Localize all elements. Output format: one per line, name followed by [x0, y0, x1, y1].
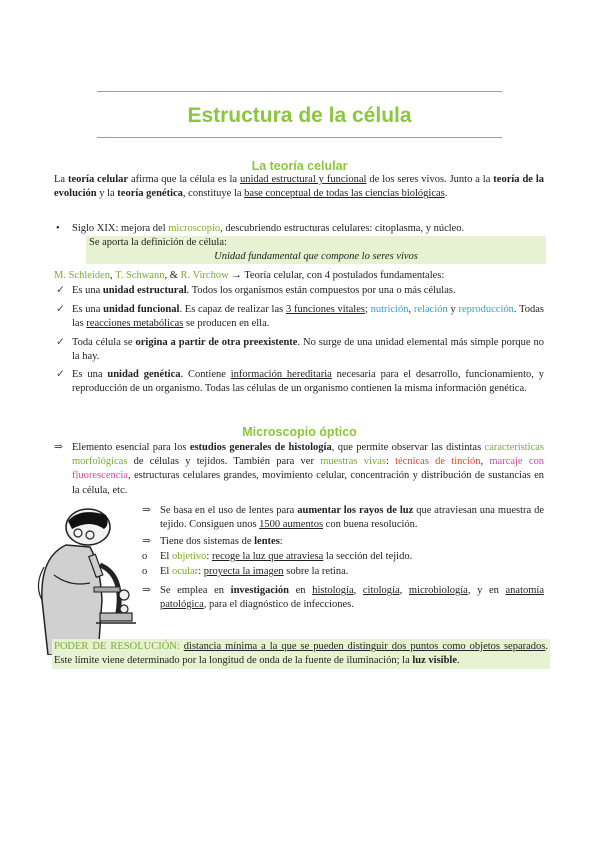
top-rule [97, 91, 502, 92]
paragraph-microscopio: Elemento esencial para los estudios generales de histología, que permite observar las distintas características morfológicas de células y tejidos. También para ver muestras vivas: técnicas de tinción, marcaje con fluorescencia, estructuras celulares grandes, movimiento celular, concentración y distribución de sustancias en la célula, etc. [72, 442, 545, 496]
definition-line-2: Unidad fundamental que compone lo seres vivos [214, 251, 418, 263]
section-heading-microscopio: Microscopio óptico [242, 425, 357, 439]
list-marker: o [142, 551, 148, 562]
paragraph-teoria: La teoría celular afirma que la célula es la unidad estructural y funcional de los seres vivos. Junto a la teoría de la evolución y la teoría genética, constituye la base conceptual de todas las ciencias biológicas. [54, 174, 545, 200]
paragraph-investigacion: Se emplea en investigación en histología, citología, microbiología, y en anatomía patológica, para el diagnóstico de infecciones. [160, 585, 544, 611]
title-rule [97, 137, 502, 138]
definition-box [86, 236, 546, 264]
check-icon: ✓ [56, 337, 65, 348]
check-icon: ✓ [56, 304, 65, 315]
section-heading-teoria: La teoría celular [251, 159, 348, 173]
check-icon: ✓ [56, 285, 65, 296]
arrow-icon: ⇒ [142, 536, 151, 547]
check-icon: ✓ [56, 369, 65, 380]
definition-line-1: Se aporta la definición de célula: [89, 237, 227, 248]
paragraph-sistemas: Tiene dos sistemas de lentes: [160, 536, 283, 547]
paragraph-lentes: Se basa en el uso de lentes para aumentar los rayos de luz que atraviesan una muestra de tejido. Consiguen unos 1500 aumentos con buena resolución. [160, 505, 544, 531]
postulate-4: Es una unidad genética. Contiene información hereditaria necesaria para el desarrollo, funcionamiento, y reproducción de un organismo. Todas las células de un organismo contienen la misma información genética. [72, 369, 545, 395]
list-marker: o [142, 566, 148, 577]
authors-line: M. Schleiden, T. Schwann, & R. Virchow → Teoría celular, con 4 postulados fundamentales: [54, 270, 445, 281]
postulate-2: Es una unidad funcional. Es capaz de realizar las 3 funciones vitales; nutrición, relación y reproducción. Todas las reacciones metabólicas se producen en ella. [72, 304, 544, 330]
bullet-marker: • [56, 223, 60, 234]
resolution-box: PODER DE RESOLUCIÓN: distancia mínima a la que se pueden distinguir dos puntos como objetos separados. Este límite viene determinado por la longitud de onda de la fuente de iluminación; la luz visible. [52, 639, 550, 669]
lens-objetivo: El objetivo: recoge la luz que atraviesa la sección del tejido. [160, 551, 413, 562]
arrow-icon: ⇒ [54, 442, 63, 453]
postulate-3: Toda célula se origina a partir de otra preexistente. No surge de una unidad elemental más simple porque no la hay. [72, 337, 544, 363]
arrow-icon: ⇒ [142, 585, 151, 596]
lens-ocular: El ocular: proyecta la imagen sobre la retina. [160, 566, 349, 577]
page-title: Estructura de la célula [187, 104, 412, 127]
person-microscope-illustration [20, 505, 138, 655]
postulate-1: Es una unidad estructural. Todos los organismos están compuestos por una o más células. [72, 285, 456, 296]
bullet-siglo: Siglo XIX: mejora del microscopio, descubriendo estructuras celulares: citoplasma, y núcleo. [72, 223, 465, 234]
arrow-icon: ⇒ [142, 505, 151, 516]
